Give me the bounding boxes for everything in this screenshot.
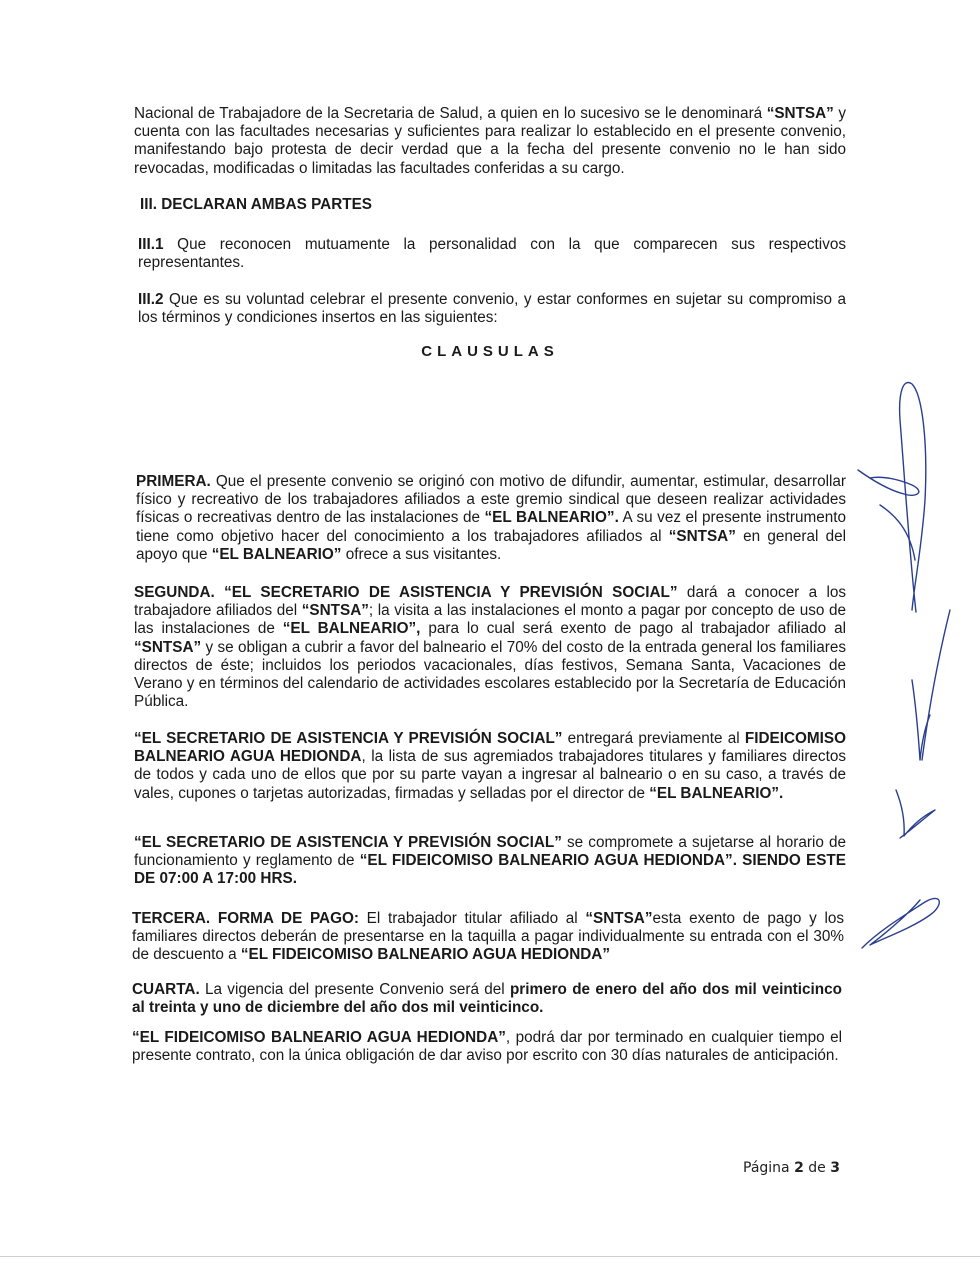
text: y cuenta con las facultades necesarias y suficientes para realizar lo establecido en el presente convenio, manifestando bajo protesta de decir verdad que a la fecha del presente convenio no le han sido revocadas, modificadas o limitadas las facultades conferidas a su cargo. [134,105,846,177]
bold-text: “SNTSA” [301,602,369,620]
signature-2-a [922,610,950,760]
bold-text: “EL SECRETARIO DE ASISTENCIA Y PREVISIÓN SOCIAL” [224,584,678,601]
text: ; la visita a las instalaciones el monto a pagar por concepto de uso de las instalaciones de [134,602,846,638]
bold-text: SEGUNDA. [134,584,215,601]
text: , la lista de sus agremiados trabajadores titulares y familiares directos de todos y cada uno de ellos que por su parte vayan a ingresar al balneario o en su caso, a través de vales, cupones o tarjetas autorizadas, firmadas y selladas por el director de [134,748,846,802]
bold-text: “EL BALNEARIO”. [484,509,619,527]
bold-text: “EL SECRETARIO DE ASISTENCIA Y PREVISIÓN SOCIAL” [134,730,563,747]
bold-text: primero de enero del año dos mil veinticinco al treinta y uno de diciembre del año dos mil veinticinco. [132,981,842,1017]
text: en general del apoyo que [136,527,846,563]
bold-text: “EL FIDEICOMISO BALNEARIO AGUA HEDIONDA” [132,1029,506,1046]
bold-text: FIDEICOMISO BALNEARIO AGUA HEDIONDA [134,730,847,766]
text: A su vez el presente instrumento tiene como objetivo hacer del conocimiento a los trabajadores afiliados al [136,509,846,545]
page-word: Página [743,1160,790,1176]
bold-text: “EL BALNEARIO” [211,545,342,563]
page-separator: de [808,1160,826,1176]
text: para lo cual será exento de pago al trabajador afiliado al [420,620,847,638]
text: Nacional de Trabajadore de la Secretaria de Salud, a quien en lo sucesivo se le denominará [134,105,767,122]
text: entregará previamente al [562,730,745,747]
signature-2-c [896,790,935,838]
text: y se obligan a cubrir a favor del balneario el 70% del costo de la entrada general los familiares directos de éste; incluidos los periodos vacacionales, días festivos, Semana Santa, Vacaciones de Verano y en términos del calendario de actividades escolares establecido por la Secretaría de Educación Pública. [134,638,846,711]
text: Que reconocen mutuamente la personalidad con la que comparecen sus respectivos representantes. [138,236,846,272]
text: dará a conocer a los trabajadore afiliados del [134,584,847,620]
text: ofrece a sus visitantes. [341,545,502,563]
page-total: 3 [830,1160,840,1176]
bold-text: CUARTA. [132,981,200,998]
bold-text: “EL FIDEICOMISO BALNEARIO AGUA HEDIONDA”. SIENDO ESTE DE 07:00 A 17:00 HRS. [134,852,846,888]
bold-text: “EL BALNEARIO”. [649,784,784,802]
bold-text: TERCERA. FORMA DE PAGO: [132,910,359,927]
bold-text: “SNTSA” [585,910,653,927]
clausulas-title: CLAUSULAS [421,343,559,360]
bold-text: “EL BALNEARIO”, [282,620,421,638]
bold-text: “SNTSA” [766,105,834,122]
text: La vigencia del presente Convenio será del [199,981,510,998]
text: , podrá dar por terminado en cualquier tiempo el presente contrato, con la única obligación de dar aviso por escrito con 30 días naturales de anticipación. [132,1029,842,1065]
bold-text: “SNTSA” [668,527,736,545]
bold-text: III.2 [138,291,164,308]
bold-text: “EL FIDEICOMISO BALNEARIO AGUA HEDIONDA” [240,946,610,964]
bold-text: III.1 [138,236,164,253]
section-heading-iii: III. DECLARAN AMBAS PARTES [140,196,373,213]
signature-3 [862,898,939,948]
bold-text: “SNTSA” [134,638,202,656]
text: Que el presente convenio se originó con motivo de difundir, aumentar, estimular, desarrollar físico y recreativo de los trabajadores afiliados a este gremio sindical que deseen realizar actividades físicas o recreativas dentro de las instalaciones de [136,473,846,527]
text: esta exento de pago y los familiares directos deberán de presentarse en la taquilla a pagar individualmente su entrada con el 30% de descuento a [132,910,844,964]
signature-1-loop [900,383,926,613]
page-current: 2 [794,1160,804,1176]
bold-text: PRIMERA. [136,473,211,490]
text: Que es su voluntad celebrar el presente convenio, y estar conformes en sujetar su compromiso a los términos y condiciones insertos en las siguientes: [138,291,846,327]
bold-text: “EL SECRETARIO DE ASISTENCIA Y PREVISIÓN SOCIAL” [134,834,562,851]
text: El trabajador titular afiliado al [359,910,586,927]
text: se compromete a sujetarse al horario de funcionamiento y reglamento de [134,834,846,870]
signature-1-strike [858,470,919,495]
